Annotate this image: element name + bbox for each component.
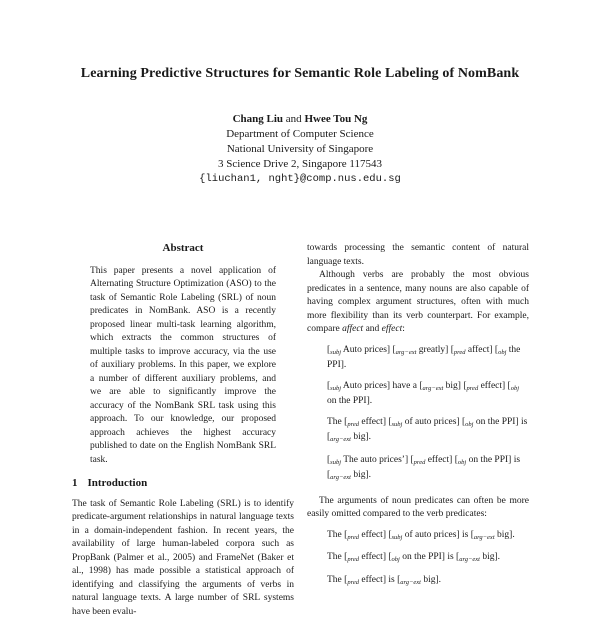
introduction-paragraph: The task of Semantic Role Labeling (SRL) is to identify predicate-argument relationships in natural language texts in a domain-independent fashion. In recent years, the availability of large human-labeled corpora such as PropBank (Palmer et al., 2005) and FrameNet (Baker et al., 1998) has made possible a statistical approach of identifying and classifying the arguments of verbs in natural language texts. A large number of SRL systems have been evalu- (72, 498, 294, 619)
affiliation-line-2: National University of Singapore (0, 142, 600, 157)
right-paragraph-3: The arguments of noun predicates can often be more easily omitted compared to the verb predicates: (307, 495, 529, 522)
author-name-2: Hwee Tou Ng (304, 113, 367, 125)
right-paragraph-1: towards processing the semantic content of natural language texts. (307, 242, 529, 269)
right-column (307, 242, 529, 589)
word-affect: affect (342, 324, 363, 334)
example-2: [$_{subj}$ Auto prices] have a [$_{arg-ext}$ big] [$_{pred}$ effect] [$_{obj}$ on the PPI]. (327, 380, 529, 409)
affiliation-line-1: Department of Computer Science (0, 127, 600, 142)
author-block (0, 112, 600, 187)
author-email: {liuchan1, nght}@comp.nus.edu.sg (0, 172, 600, 187)
example-5: The [$_{pred}$ effect] [$_{subj}$ of auto prices] is [$_{arg-ext}$ big]. (327, 529, 529, 545)
abstract-heading: Abstract (72, 242, 294, 256)
affiliation-line-3: 3 Science Drive 2, Singapore 117543 (0, 157, 600, 172)
section-number: 1 (72, 477, 78, 489)
right-paragraph-2: Although verbs are probably the most obvious predicates in a sentence, many nouns are also capable of having complex argument structures, often with much more flexibility than its verb counterpart. For example, compare affect and effect: (307, 269, 529, 337)
example-4: [$_{subj}$ The auto prices’] [$_{pred}$ effect] [$_{obj}$ on the PPI] is [$_{arg-ext}$ big]. (327, 454, 529, 485)
author-name-1: Chang Liu (233, 113, 283, 125)
example-6: The [$_{pred}$ effect] [$_{obj}$ on the PPI] is [$_{arg-ext}$ big]. (327, 551, 529, 567)
word-effect: effect (382, 324, 403, 334)
section-title: Introduction (88, 477, 148, 489)
example-1: [$_{subj}$ Auto prices] [$_{arg-ext}$ greatly] [$_{pred}$ affect] [$_{obj}$ the PPI]. (327, 344, 529, 373)
paper-title: Learning Predictive Structures for Semantic Role Labeling of NomBank (0, 66, 600, 82)
abstract-text: This paper presents a novel application of Alternating Structure Optimization (ASO) to the task of Semantic Role Labeling (SRL) of noun predicates in NomBank. ASO is a recently proposed linear multi-task learning algorithm, which extracts the common structures of multiple tasks to improve accuracy, via the use of auxiliary problems. In this paper, we explore a number of different auxiliary problems, and we are able to significantly improve the accuracy of the NomBank SRL task using this approach. To our knowledge, our proposed approach achieves the highest accuracy published to date on the English NomBank SRL task. (90, 265, 276, 468)
example-7: The [$_{pred}$ effect] is [$_{arg-ext}$ big]. (327, 574, 529, 590)
section-heading-introduction (72, 477, 294, 491)
example-3: The [$_{pred}$ effect] [$_{subj}$ of auto prices] [$_{obj}$ on the PPI] is [$_{arg-ext}$ big]. (327, 416, 529, 447)
author-conjunction: and (286, 113, 302, 125)
author-line (0, 112, 600, 127)
left-column (72, 242, 294, 619)
